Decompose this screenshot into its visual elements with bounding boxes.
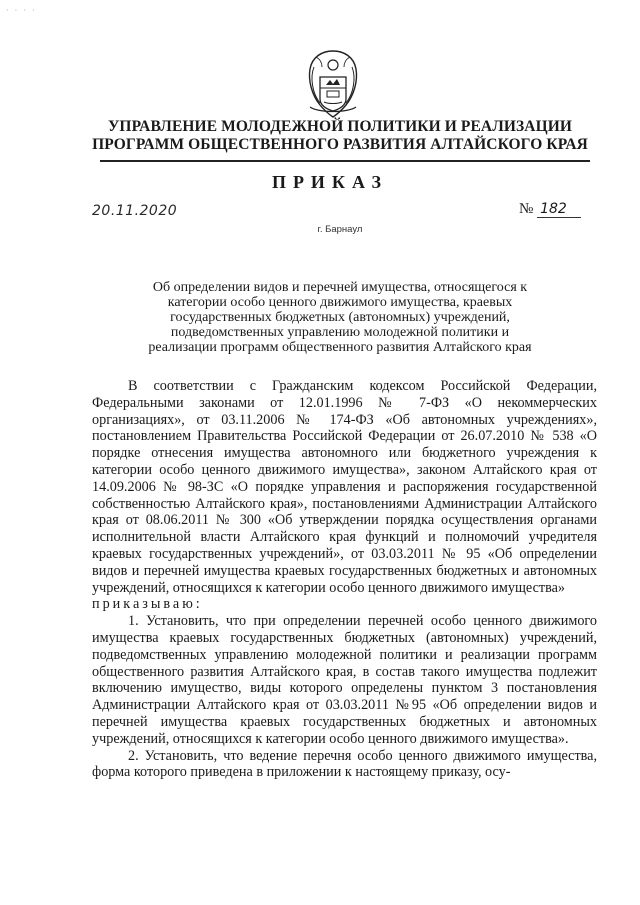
- item-1-paragraph: 1. Установить, что при определении перечней особо ценного движимого имущества краевых государственных бюджетных (автономных) учреждений, подведомственных управлению молодежной политики и реализации программ общественного развития Алтайского края, в состав такого имущества подлежит включению имущество, виды которого определены пунктом 3 постановления Администрации Алтайского края от 03.03.2011 №95 «Об определении видов и перечней имущества краевых государственных бюджетных и автономных учреждений, относящихся к категории особо ценного движимого имущества».: [92, 613, 597, 747]
- org-title-line-1: УПРАВЛЕНИЕ МОЛОДЕЖНОЙ ПОЛИТИКИ И РЕАЛИЗАЦИИ: [107, 118, 573, 135]
- preamble-paragraph: В соответствии с Гражданским кодексом Российской Федерации, Федеральными законами от 12.01.1996 № 7-ФЗ «О некоммерческих организациях», от 03.11.2006 № 174-ФЗ «Об автономных учреждениях», постановлением Правительства Российской Федерации от 26.07.2010 № 538 «О порядке отнесения имущества автономного или бюджетного учреждения к категории особо ценного движимого имущества», законом Алтайского края от 14.09.2006 № 98-ЗС «О порядке управления и распоряжения государственной собственностью Алтайского края», постановлениями Администрации Алтайского края от 08.06.2011 № 300 «Об утверждении порядка осуществления органами исполнительной власти Алтайского края функций и полномочий учредителя краевых государственных учреждений», от 03.03.2011 № 95 «Об определении видов и перечней имущества краевых государственных бюджетных и автономных учреждений, относящихся к категории особо ценного движимого имущества»: [92, 378, 597, 596]
- order-date: 20.11.2020: [92, 203, 178, 219]
- header-divider: [100, 160, 590, 162]
- organization-title: [80, 118, 600, 154]
- order-number: [519, 201, 581, 218]
- item-2-paragraph: 2. Установить, что ведение перечня особо ценного движимого имущества, форма которого приведена в приложении к настоящему приказу, осу-: [92, 747, 597, 781]
- order-city: г. Барнаул: [317, 224, 363, 235]
- subject-line-4: подведомственных управлению молодежной политики и: [170, 325, 510, 340]
- order-number-value: 182: [537, 201, 581, 218]
- order-subject: [120, 280, 560, 355]
- order-title: ПРИКАЗ: [271, 172, 389, 192]
- coat-of-arms-icon: [300, 47, 366, 121]
- order-body: [92, 378, 597, 781]
- subject-line-5: реализации программ общественного развития Алтайского края: [148, 340, 532, 355]
- subject-line-1: Об определении видов и перечней имущества, относящегося к: [152, 280, 528, 295]
- org-title-line-2: ПРОГРАММ ОБЩЕСТВЕННОГО РАЗВИТИЯ АЛТАЙСКОГО КРАЯ: [92, 136, 588, 153]
- prikazyvayu-line: приказываю:: [92, 596, 203, 613]
- subject-line-3: государственных бюджетных (автономных) учреждений,: [170, 310, 510, 325]
- subject-line-2: категории особо ценного движимого имущества, краевых: [167, 295, 513, 310]
- scan-artifact: · · · ·: [6, 6, 37, 15]
- order-number-prefix: №: [519, 201, 534, 217]
